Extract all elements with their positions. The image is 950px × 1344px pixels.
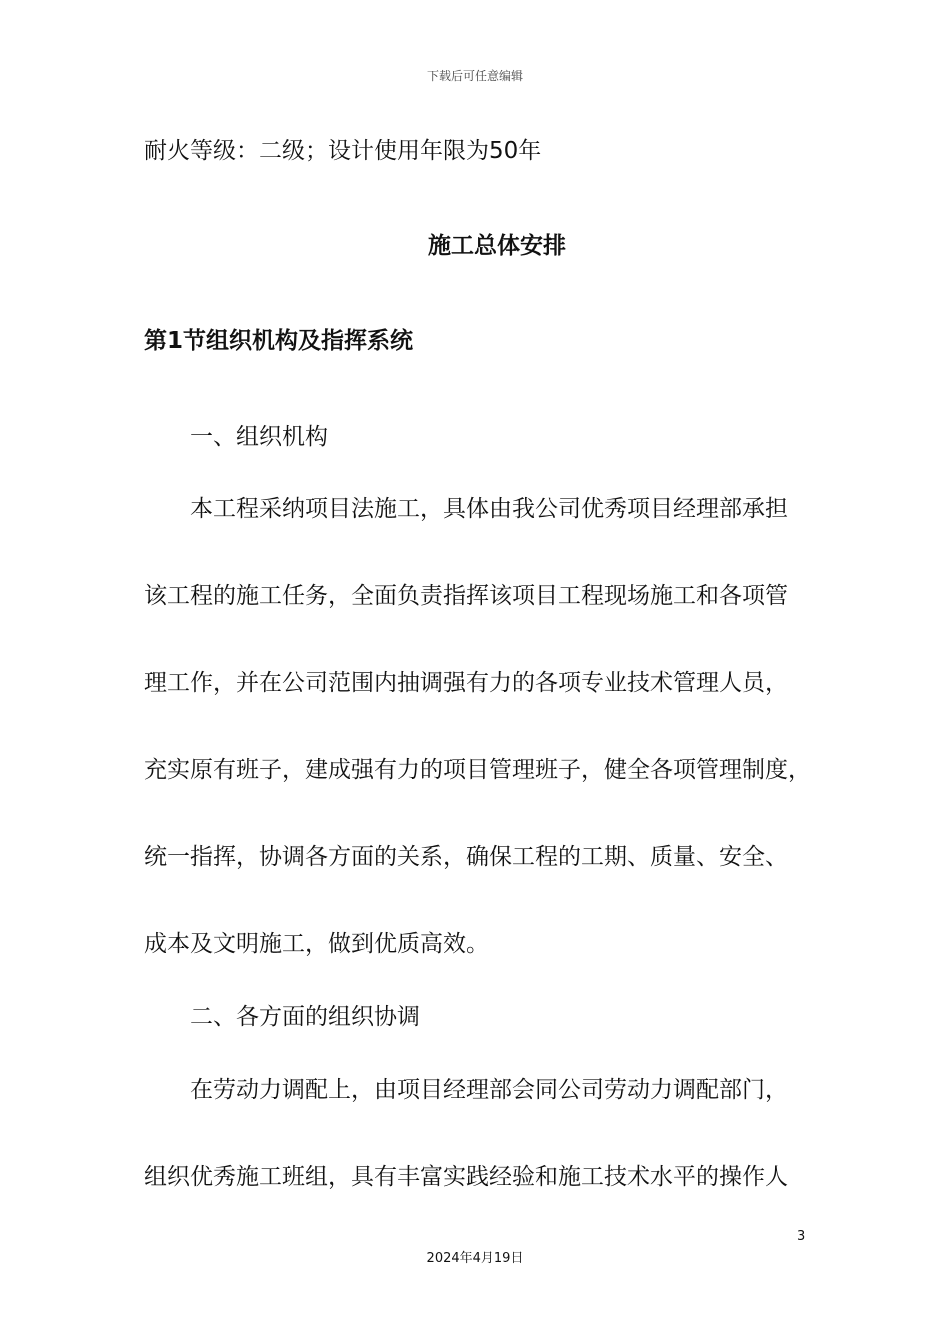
footer-date: 2024年4月19日	[426, 1251, 524, 1266]
paragraph-line: 在劳动力调配上，由项目经理部会同公司劳动力调配部门，	[190, 1077, 788, 1103]
subsection-heading-organization: 一、组织机构	[190, 424, 328, 450]
fire-rating-line: 耐火等级：二级；设计使用年限为50年	[144, 138, 542, 164]
chapter-title: 施工总体安排	[428, 233, 566, 259]
page-number: 3	[797, 1229, 806, 1244]
paragraph-line: 成本及文明施工，做到优质高效。	[144, 931, 489, 957]
paragraph-line: 该工程的施工任务，全面负责指挥该项目工程现场施工和各项管	[144, 583, 788, 609]
section-title: 第1节组织机构及指挥系统	[144, 328, 414, 354]
paragraph-line: 组织优秀施工班组，具有丰富实践经验和施工技术水平的操作人	[144, 1164, 788, 1190]
subsection-heading-coordination: 二、各方面的组织协调	[190, 1004, 420, 1030]
paragraph-line: 理工作，并在公司范围内抽调强有力的各项专业技术管理人员，	[144, 670, 788, 696]
paragraph-line: 本工程采纳项目法施工，具体由我公司优秀项目经理部承担	[190, 496, 788, 522]
paragraph-line: 统一指挥，协调各方面的关系，确保工程的工期、质量、安全、	[144, 844, 788, 870]
page-header: 下载后可任意编辑	[426, 69, 523, 83]
paragraph-line: 充实原有班子，建成强有力的项目管理班子，健全各项管理制度，	[144, 757, 811, 783]
